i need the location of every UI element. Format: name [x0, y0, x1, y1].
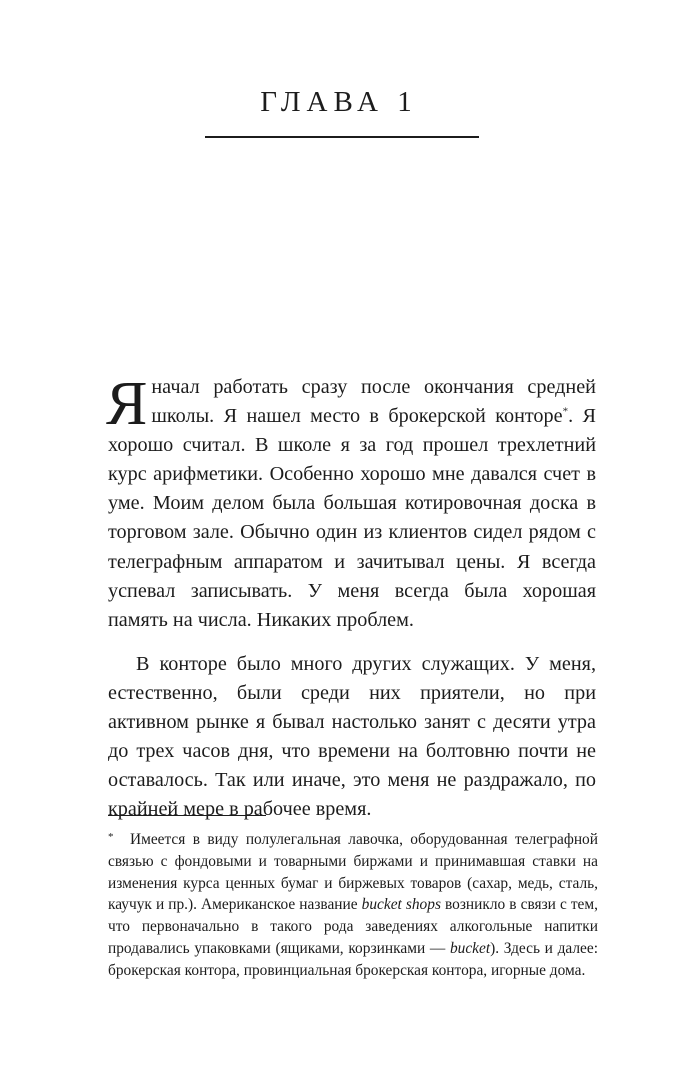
- paragraph-1-text-a: начал работать сразу после окончания средней школы. Я нашел место в брокерской конторе: [151, 376, 596, 428]
- footnote: [108, 829, 598, 982]
- body-text: [106, 370, 596, 824]
- chapter-title-rule: [205, 136, 479, 138]
- paragraph-2: В конторе было много других служащих. У меня, естественно, были среди них приятели, но при активном рынке я бывал настолько занят с десяти утра до трех часов дня, что времени на болтовню почти не оставалось. Так или иначе, это меня не раздражало, по крайней мере в рабочее время.: [108, 652, 596, 821]
- footnote-text-c: ). Здесь и далее: брокерская контора, провинциальная брокерская контора, игорные дома.: [108, 939, 598, 979]
- footnote-italic-term-2: bucket: [449, 939, 491, 957]
- footnote-reference: *: [562, 405, 569, 418]
- chapter-title: ГЛАВА 1: [260, 86, 418, 118]
- footnote-italic-term-1: bucket shops: [361, 896, 441, 914]
- footnote-marker: *: [108, 831, 114, 843]
- paragraph-1: [106, 370, 596, 635]
- footnote-rule: [108, 815, 266, 816]
- drop-cap: Я: [106, 370, 148, 438]
- footnote-text: [108, 829, 598, 982]
- footnote-text-a: Имеется в виду полулегальная лавочка, оборудованная телеграфной связью с фондовыми и товарными биржами и принимавшая ставки на изменения курса ценных бумаг и биржевых товаров (сахар, медь, сталь, каучук и пр.). Американское название: [108, 831, 598, 914]
- footnote-text-b: возникло в связи с тем, что первоначально в такого рода заведениях алкогольные напитки продавались упаковками (ящиками, корзинками —: [108, 896, 598, 957]
- paragraph-1-text-b: . Я хорошо считал. В школе я за год прошел трехлетний курс арифметики. Особенно хорошо мне давался счет в уме. Моим делом была большая котировочная доска в торговом зале. Обычно один из клиентов сидел рядом с телеграфным аппаратом и зачитывал цены. Я всегда успевал записывать. У меня всегда была хорошая память на числа. Никаких проблем.: [108, 405, 596, 631]
